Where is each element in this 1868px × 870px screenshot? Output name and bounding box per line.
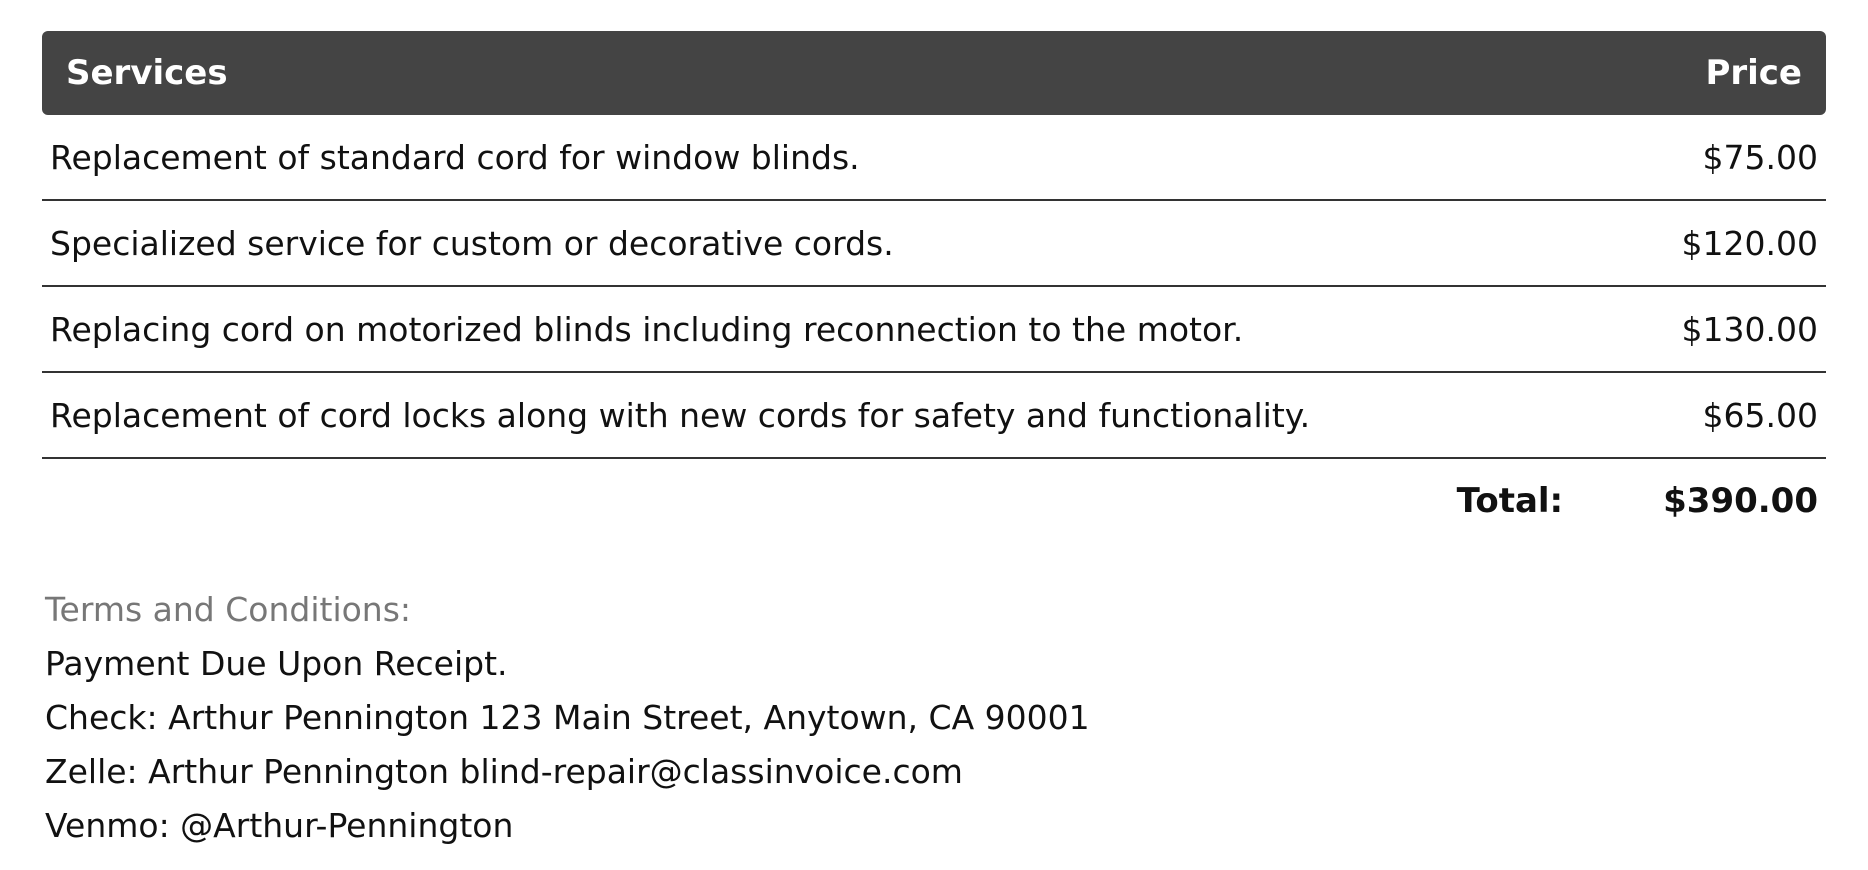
total-value: $390.00 [1663, 481, 1818, 521]
service-description: Replacement of standard cord for window blinds. [50, 137, 860, 177]
table-row [42, 287, 1826, 373]
service-price: $120.00 [1681, 223, 1818, 263]
service-price: $75.00 [1702, 137, 1818, 177]
service-price: $65.00 [1702, 395, 1818, 435]
table-row [42, 115, 1826, 201]
services-column-header: Services [66, 53, 228, 93]
terms-zelle-info: Zelle: Arthur Pennington blind-repair@classinvoice.com [45, 752, 963, 791]
service-description: Specialized service for custom or decorative cords. [50, 223, 894, 263]
terms-title: Terms and Conditions: [45, 590, 412, 629]
table-row [42, 373, 1826, 459]
service-description: Replacement of cord locks along with new cords for safety and functionality. [50, 395, 1311, 435]
service-price: $130.00 [1681, 309, 1818, 349]
terms-check-info: Check: Arthur Pennington 123 Main Street, Anytown, CA 90001 [45, 698, 1090, 737]
terms-payment-due: Payment Due Upon Receipt. [45, 644, 508, 683]
table-header [42, 31, 1826, 115]
table-row [42, 201, 1826, 287]
total-label: Total: [1456, 481, 1564, 521]
services-table [42, 31, 1826, 543]
terms-venmo-info: Venmo: @Arthur-Pennington [45, 806, 514, 845]
service-description: Replacing cord on motorized blinds including reconnection to the motor. [50, 309, 1244, 349]
total-row [42, 459, 1826, 543]
terms-section [45, 583, 1090, 853]
price-column-header: Price [1705, 53, 1802, 93]
